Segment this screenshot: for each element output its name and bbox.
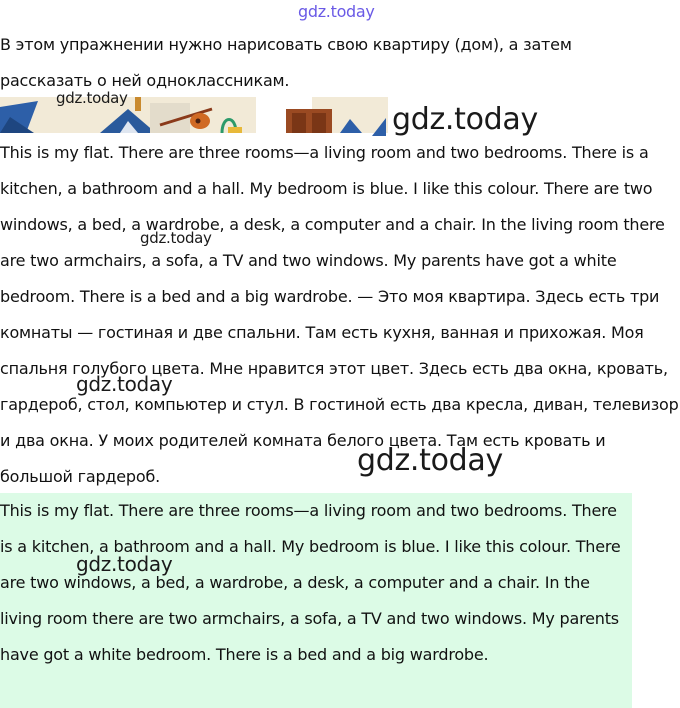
combined-text: This is my flat. There are three rooms—a living room and two bedrooms. There is a kitchen, a bathroom and a hall. My bedroom is blue. I like this colour. There are two windows, a bed, a wardrobe, a desk, a computer and a chair. In the living room there are two armchairs, a sofa, a TV and two windows. My parents have got a white bedroom. There is a bed and a big wardrobe. — Это моя квартира. Здесь есть три комнаты — гостиная и две спальни. Там есть кухня, ванная и прихожая. Моя спальня голубого цвета. Мне нравится этот цвет. Здесь есть два окна, кровать, гардероб, стол, компьютер и стул. В гостиной есть два кресла, диван, телевизор и два окна. У моих родителей комната белого цвета. Там есть кровать и большой гардероб.	[0, 143, 679, 486]
watermark-banner-large: gdz.today	[392, 102, 538, 137]
answer-text: This is my flat. There are three rooms—a living room and two bedrooms. There is a kitchen, a bathroom and a hall. My bedroom is blue. I like this colour. There are two windows, a bed, a wardrobe, a desk, a computer and a chair. In the living room there are two armchairs, a sofa, a TV and two windows. My parents have got a white bedroom. There is a bed and a big wardrobe.	[0, 501, 621, 664]
watermark-russian-right: gdz.today	[357, 443, 503, 478]
watermark-top: gdz.today	[298, 2, 375, 21]
watermark-mid: gdz.today	[140, 229, 212, 247]
watermark-banner: gdz.today	[56, 89, 128, 107]
watermark-russian-left: gdz.today	[76, 372, 173, 396]
banner-tail-shape	[372, 112, 386, 136]
answer-box	[0, 493, 632, 708]
instruction-text: В этом упражнении нужно нарисовать свою квартиру (дом), а затем рассказать о ней одноклассникам.	[0, 35, 572, 90]
watermark-answer: gdz.today	[76, 552, 173, 576]
